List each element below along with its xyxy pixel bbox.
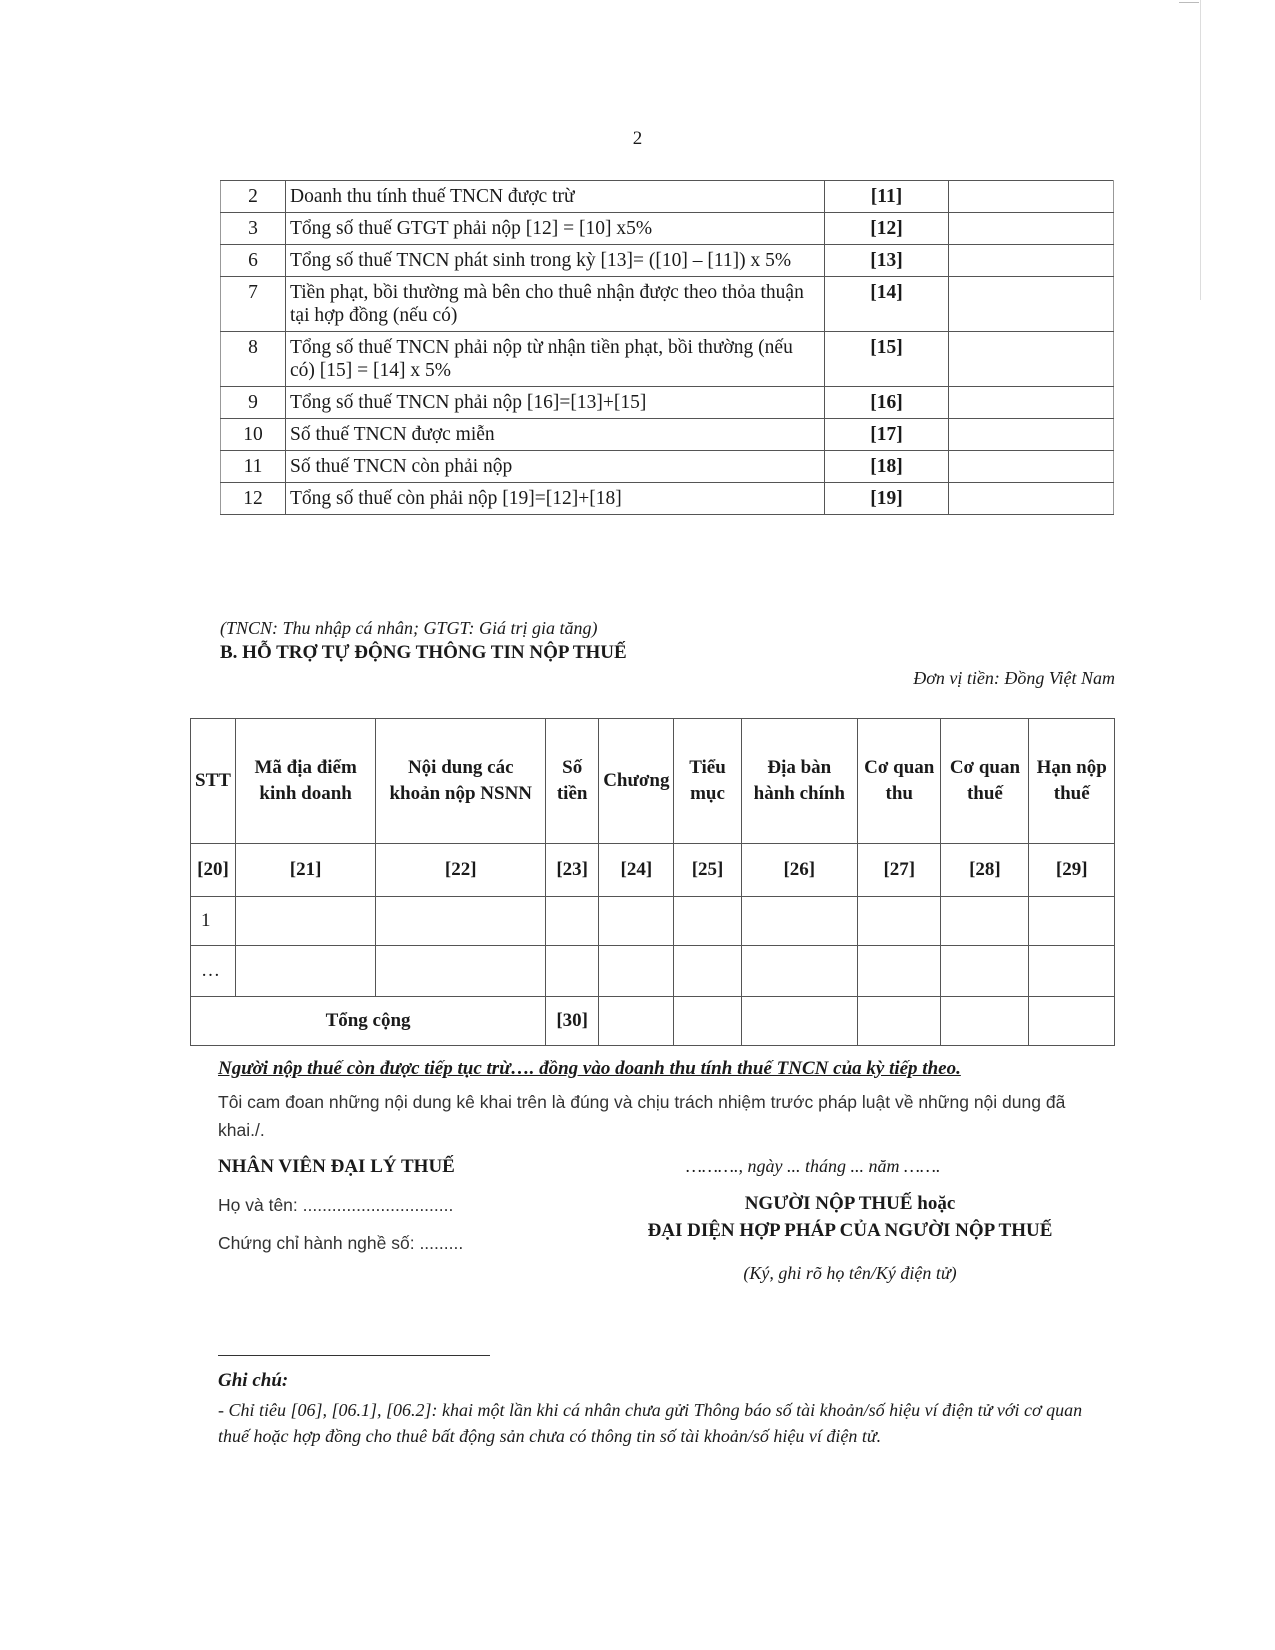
payment-info-table (190, 718, 1115, 1046)
table-cell (941, 897, 1029, 946)
row-value (949, 245, 1114, 277)
row-number: 10 (221, 419, 286, 451)
column-header: Tiểu mục (674, 719, 741, 844)
column-code: [24] (599, 844, 674, 897)
column-header: Địa bàn hành chính (741, 719, 858, 844)
table-row (221, 332, 1114, 387)
row-code: [14] (825, 277, 949, 332)
table-cell (674, 946, 741, 997)
table-row (221, 181, 1114, 213)
column-code: [25] (674, 844, 741, 897)
total-label: Tổng cộng (191, 997, 546, 1046)
table-row (221, 451, 1114, 483)
table-cell (858, 897, 941, 946)
notes-title: Ghi chú: (218, 1370, 289, 1391)
table-cell (674, 997, 741, 1046)
row-description: Tổng số thuế còn phải nộp [19]=[12]+[18] (286, 483, 825, 515)
table-cell (599, 897, 674, 946)
row-value (949, 451, 1114, 483)
row-code: [17] (825, 419, 949, 451)
table-cell (599, 997, 674, 1046)
column-header: Hạn nộp thuế (1029, 719, 1115, 844)
table-cell: … (191, 946, 236, 997)
tax-calculation-table (220, 180, 1114, 515)
table-cell (741, 946, 858, 997)
column-code: [20] (191, 844, 236, 897)
table-cell (546, 897, 599, 946)
table-row (191, 897, 1115, 946)
signer-title-line1: NGƯỜI NỘP THUẾ hoặc (744, 1193, 956, 1214)
row-value (949, 277, 1114, 332)
agent-name-line: Họ và tên: ............................... (218, 1195, 454, 1215)
table-cell (546, 946, 599, 997)
section-b-title: B. HỖ TRỢ TỰ ĐỘNG THÔNG TIN NỘP THUẾ (220, 642, 627, 663)
date-line: ………., ngày ... tháng ... năm ……. (686, 1156, 941, 1176)
row-value (949, 181, 1114, 213)
table-cell (1029, 897, 1115, 946)
scan-edge-line (1200, 0, 1201, 300)
row-value (949, 419, 1114, 451)
column-header: Nội dung các khoản nộp NSNN (376, 719, 546, 844)
carry-forward-note: Người nộp thuế còn được tiếp tục trừ…. đồng vào doanh thu tính thuế TNCN của kỳ tiếp theo. (218, 1058, 961, 1079)
row-code: [19] (825, 483, 949, 515)
column-header: Cơ quan thuế (941, 719, 1029, 844)
row-code: [15] (825, 332, 949, 387)
row-code: [13] (825, 245, 949, 277)
row-code: [11] (825, 181, 949, 213)
table-row (221, 245, 1114, 277)
row-value (949, 387, 1114, 419)
row-number: 7 (221, 277, 286, 332)
footnote-divider (218, 1355, 490, 1356)
table-row (221, 213, 1114, 245)
table-cell (858, 946, 941, 997)
row-value (949, 483, 1114, 515)
column-code: [26] (741, 844, 858, 897)
page-number: 2 (632, 128, 643, 149)
agent-certificate-line: Chứng chỉ hành nghề số: ......... (218, 1233, 464, 1253)
table-cell (376, 897, 546, 946)
table-row (191, 946, 1115, 997)
scan-speck (1179, 2, 1199, 3)
row-number: 2 (221, 181, 286, 213)
column-header: STT (191, 719, 236, 844)
row-description: Tiền phạt, bồi thường mà bên cho thuê nhận được theo thỏa thuận tại hợp đồng (nếu có) (286, 277, 825, 332)
table-cell: 1 (191, 897, 236, 946)
table-row (221, 419, 1114, 451)
row-description: Tổng số thuế TNCN phát sinh trong kỳ [13]= ([10] – [11]) x 5% (286, 245, 825, 277)
column-header: Chương (599, 719, 674, 844)
row-code: [16] (825, 387, 949, 419)
signer-title-line2: ĐẠI DIỆN HỢP PHÁP CỦA NGƯỜI NỘP THUẾ (647, 1220, 1053, 1241)
table-cell (941, 997, 1029, 1046)
row-number: 9 (221, 387, 286, 419)
column-code: [27] (858, 844, 941, 897)
row-number: 12 (221, 483, 286, 515)
column-code: [23] (546, 844, 599, 897)
column-code: [29] (1029, 844, 1115, 897)
row-description: Số thuế TNCN còn phải nộp (286, 451, 825, 483)
table-cell (741, 897, 858, 946)
row-number: 3 (221, 213, 286, 245)
table-total-row (191, 997, 1115, 1046)
row-description: Tổng số thuế TNCN phải nộp [16]=[13]+[15] (286, 387, 825, 419)
table-row (221, 483, 1114, 515)
row-description: Doanh thu tính thuế TNCN được trừ (286, 181, 825, 213)
row-code: [12] (825, 213, 949, 245)
table-cell (858, 997, 941, 1046)
column-code: [28] (941, 844, 1029, 897)
table-cell (376, 946, 546, 997)
total-code: [30] (546, 997, 599, 1046)
table-code-row (191, 844, 1115, 897)
table-cell (741, 997, 858, 1046)
table-header-row (191, 719, 1115, 844)
column-header: Mã địa điểm kinh doanh (235, 719, 375, 844)
row-description: Tổng số thuế GTGT phải nộp [12] = [10] x5% (286, 213, 825, 245)
abbreviation-note: (TNCN: Thu nhập cá nhân; GTGT: Giá trị gia tăng) (220, 618, 598, 638)
row-number: 11 (221, 451, 286, 483)
commitment-statement: Tôi cam đoan những nội dung kê khai trên là đúng và chịu trách nhiệm trước pháp luật về những nội dung đã khai./. (218, 1092, 1066, 1140)
table-cell (1029, 946, 1115, 997)
row-code: [18] (825, 451, 949, 483)
column-code: [21] (235, 844, 375, 897)
table-cell (674, 897, 741, 946)
row-number: 8 (221, 332, 286, 387)
signature-hint: (Ký, ghi rõ họ tên/Ký điện tử) (743, 1263, 957, 1283)
column-header: Cơ quan thu (858, 719, 941, 844)
table-cell (1029, 997, 1115, 1046)
row-number: 6 (221, 245, 286, 277)
column-header: Số tiền (546, 719, 599, 844)
row-value (949, 213, 1114, 245)
table-row (221, 387, 1114, 419)
table-cell (235, 946, 375, 997)
table-cell (235, 897, 375, 946)
row-value (949, 332, 1114, 387)
agent-title: NHÂN VIÊN ĐẠI LÝ THUẾ (218, 1156, 455, 1177)
notes-body: - Chỉ tiêu [06], [06.1], [06.2]: khai một lần khi cá nhân chưa gửi Thông báo số tài khoản/số hiệu ví điện tử với cơ quan thuế hoặc hợp đồng cho thuê bất động sản chưa có thông tin số tài khoản/số hiệu ví điện tử. (218, 1400, 1083, 1446)
row-description: Tổng số thuế TNCN phải nộp từ nhận tiền phạt, bồi thường (nếu có) [15] = [14] x 5% (286, 332, 825, 387)
table-cell (941, 946, 1029, 997)
column-code: [22] (376, 844, 546, 897)
table-cell (599, 946, 674, 997)
row-description: Số thuế TNCN được miễn (286, 419, 825, 451)
table-row (221, 277, 1114, 332)
currency-unit: Đơn vị tiền: Đồng Việt Nam (913, 668, 1115, 688)
